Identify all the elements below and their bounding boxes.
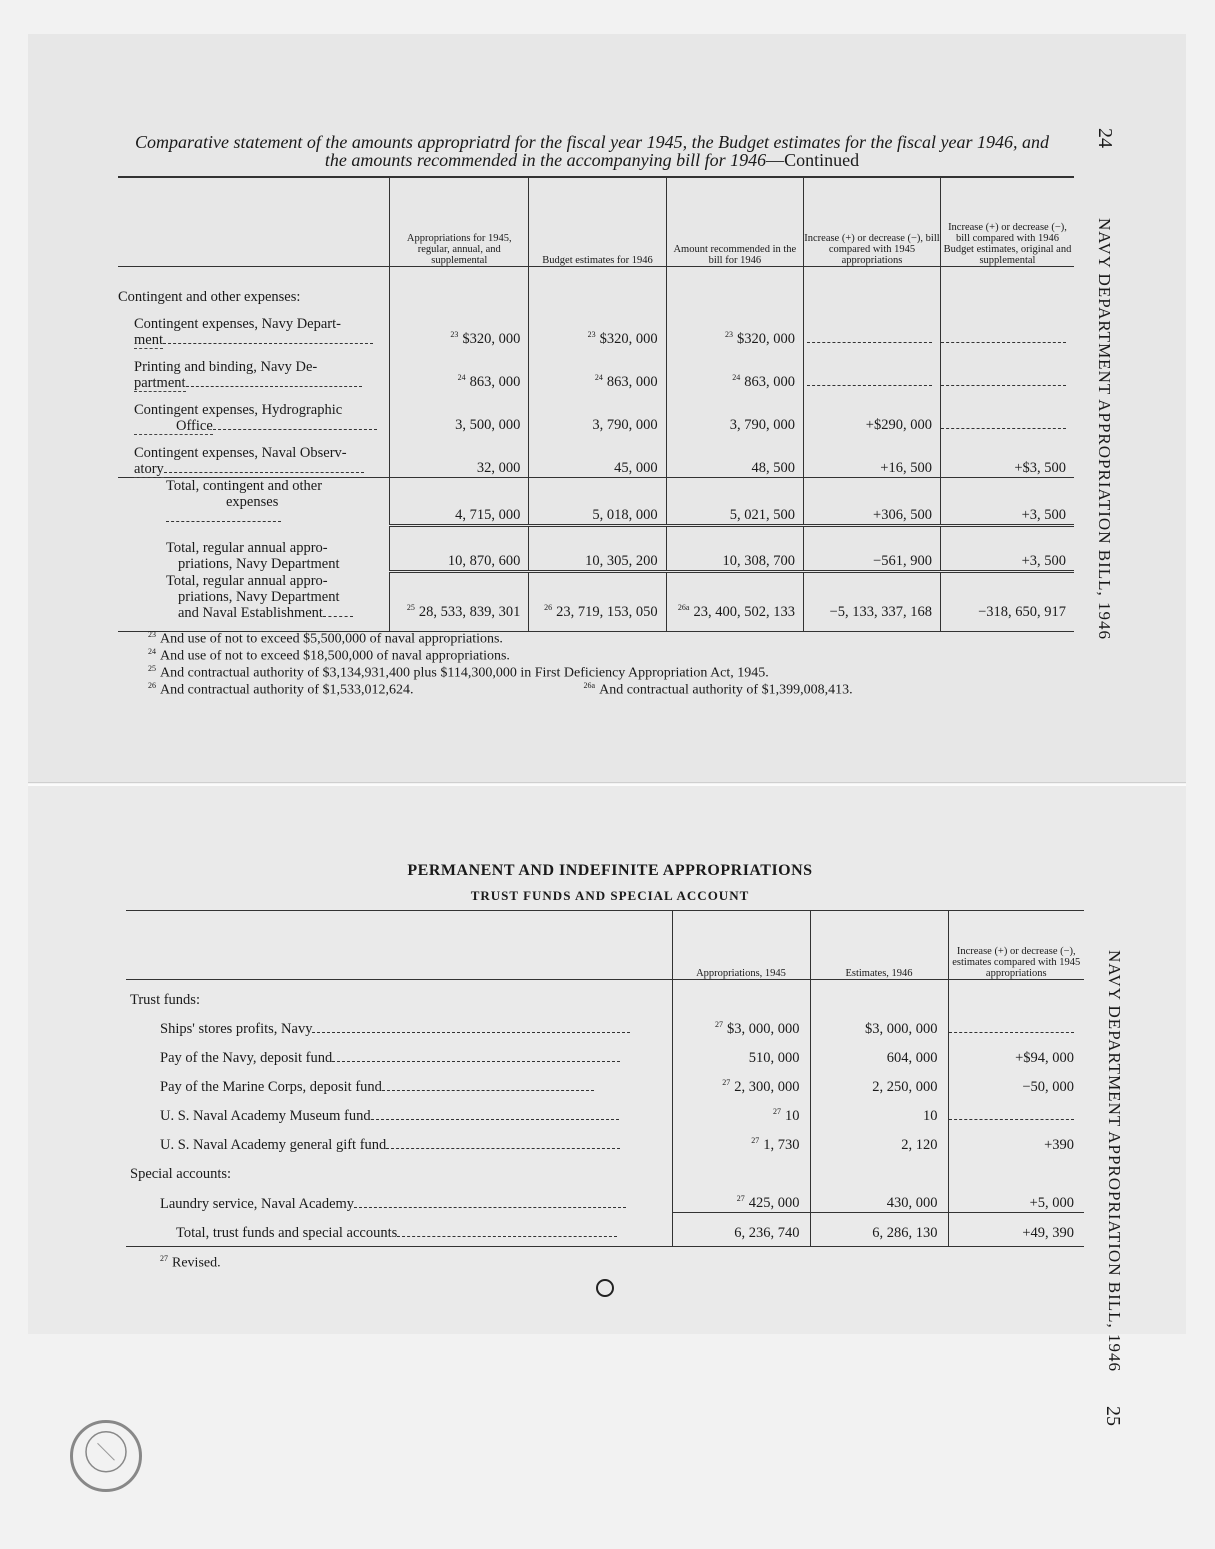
header-change: Increase (+) or decrease (−), estimates compared with 1945 appropriations [948, 911, 1084, 980]
cell: $^{24}$ 863, 000 [529, 348, 666, 391]
cell: 3, 790, 000 [529, 391, 666, 434]
cell: −50, 000 [948, 1067, 1084, 1096]
footnote: $^{23}$ And use of not to exceed $5,500,000 of naval appropriations. [148, 630, 503, 647]
table-row [118, 391, 1074, 434]
cell: $^{24}$ 863, 000 [666, 348, 803, 391]
table-row [126, 1038, 1084, 1067]
cell: +390 [948, 1125, 1084, 1154]
table-title [112, 133, 1072, 169]
row-label: Ships' stores profits, Navy [126, 1009, 672, 1038]
total-all-row [118, 572, 1074, 632]
punch-hole-icon [596, 1279, 614, 1297]
cell: $^{27}$ $3, 000, 000 [672, 1009, 810, 1038]
header-estimates-1946: Estimates, 1946 [810, 911, 948, 980]
section-label: Contingent and other expenses: [118, 288, 301, 305]
cell: −318, 650, 917 [940, 572, 1074, 632]
title-line-2: the amounts recommended in the accompanying bill for 1946—Continued [324, 150, 860, 170]
cell [940, 305, 1074, 348]
library-stamp-icon [55, 1405, 157, 1507]
cell [803, 348, 940, 391]
header-blank [126, 911, 672, 980]
cell: $^{23}$ $320, 000 [390, 305, 529, 348]
row-label: U. S. Naval Academy Museum fund [126, 1096, 672, 1125]
cell: −561, 900 [803, 526, 940, 572]
footnote: $^{24}$ And use of not to exceed $18,500,000 of naval appropriations. [148, 647, 510, 664]
total-contingent-row [118, 477, 1074, 526]
cell: 604, 000 [810, 1038, 948, 1067]
cell: 10, 870, 600 [390, 526, 529, 572]
row-label: Contingent expenses, Hydrographic Office [118, 391, 390, 434]
cell: $^{27}$ 2, 300, 000 [672, 1067, 810, 1096]
header-change-vs-budget: Increase (+) or decrease (−), bill compared with 1946 Budget estimates, original and supplemental [940, 177, 1074, 267]
cell: 4, 715, 000 [390, 477, 529, 526]
header-approp-1945: Appropriations for 1945, regular, annual, and supplemental [390, 177, 529, 267]
header-budget-1946: Budget estimates for 1946 [529, 177, 666, 267]
row-label: Printing and binding, Navy De- partment [118, 348, 390, 391]
cell: +$3, 500 [940, 434, 1074, 478]
cell [948, 1096, 1084, 1125]
row-label: Pay of the Marine Corps, deposit fund [126, 1067, 672, 1096]
cell: $^{27}$ 1, 730 [672, 1125, 810, 1154]
header-recommended-1946: Amount recommended in the bill for 1946 [666, 177, 803, 267]
row-label: Contingent expenses, Naval Observ- atory [118, 434, 390, 478]
cell: +$94, 000 [948, 1038, 1084, 1067]
special-label-row [126, 1154, 1084, 1183]
cell: 510, 000 [672, 1038, 810, 1067]
cell: +49, 390 [948, 1213, 1084, 1247]
header-change-vs-1945: Increase (+) or decrease (−), bill compared with 1945 appropriations [803, 177, 940, 267]
cell: 430, 000 [810, 1183, 948, 1213]
table-header [126, 911, 1084, 980]
cell [940, 348, 1074, 391]
cell: 5, 018, 000 [529, 477, 666, 526]
cell: $^{24}$ 863, 000 [390, 348, 529, 391]
special-accounts-label: Special accounts: [130, 1166, 232, 1182]
cell: $^{23}$ $320, 000 [666, 305, 803, 348]
cell: 45, 000 [529, 434, 666, 478]
cell: $^{25}$ 28, 533, 839, 301 [390, 572, 529, 632]
footnote: $^{26}$ And contractual authority of $1,533,012,624. $^{26a}$ And contractual authority of $1,399,008,413. [148, 681, 853, 699]
row-label: Pay of the Navy, deposit fund [126, 1038, 672, 1067]
trust-label-row [126, 980, 1084, 1010]
page-number-24: 24 [1094, 128, 1116, 148]
row-label: Total, contingent and other expenses [118, 477, 390, 526]
cell: +3, 500 [940, 477, 1074, 526]
cell: $^{27}$ 425, 000 [672, 1183, 810, 1213]
total-navy-dept-row [118, 526, 1074, 572]
section-heading: PERMANENT AND INDEFINITE APPROPRIATIONS [407, 862, 813, 879]
row-label: Laundry service, Naval Academy [126, 1183, 672, 1213]
cell [940, 391, 1074, 434]
cell: +16, 500 [803, 434, 940, 478]
footnotes-top [148, 629, 853, 698]
page-number-25: 25 [1102, 1406, 1124, 1426]
cell: 3, 500, 000 [390, 391, 529, 434]
cell: 10, 308, 700 [666, 526, 803, 572]
footnote: $^{25}$ And contractual authority of $3,134,931,400 plus $114,300,000 in First Deficiency Appropriation Act, 1945. [148, 664, 769, 681]
cell: 10 [810, 1096, 948, 1125]
cell: 6, 236, 740 [672, 1213, 810, 1247]
cell: 48, 500 [666, 434, 803, 478]
cell: 5, 021, 500 [666, 477, 803, 526]
table-row [126, 1067, 1084, 1096]
cell: +306, 500 [803, 477, 940, 526]
table-header [118, 177, 1074, 267]
cell: 32, 000 [390, 434, 529, 478]
row-label: Total, regular annual appro- priations, Navy Department and Naval Establishment [118, 572, 390, 632]
cell: +3, 500 [940, 526, 1074, 572]
cell: $^{23}$ $320, 000 [529, 305, 666, 348]
row-label: U. S. Naval Academy general gift fund [126, 1125, 672, 1154]
cell: $^{27}$ 10 [672, 1096, 810, 1125]
cell: $^{26}$ 23, 719, 153, 050 [529, 572, 666, 632]
cell: 3, 790, 000 [666, 391, 803, 434]
table-row [118, 434, 1074, 478]
cell: $3, 000, 000 [810, 1009, 948, 1038]
header-blank [118, 177, 390, 267]
row-label: Total, regular annual appro- priations, Navy Department [166, 539, 340, 572]
header-approp-1945: Appropriations, 1945 [672, 911, 810, 980]
running-head-top: NAVY DEPARTMENT APPROPRIATION BILL, 1946 [1095, 218, 1114, 641]
cell: +5, 000 [948, 1183, 1084, 1213]
table-row [118, 305, 1074, 348]
cell [948, 1009, 1084, 1038]
row-label: Total, trust funds and special accounts [126, 1213, 672, 1247]
cell: $^{26a}$ 23, 400, 502, 133 [666, 572, 803, 632]
cell [803, 305, 940, 348]
cell: +$290, 000 [803, 391, 940, 434]
comparative-table [118, 176, 1074, 632]
cell: 10, 305, 200 [529, 526, 666, 572]
footnote-revised: $^{27}$ Revised. [160, 1254, 221, 1271]
cell: 2, 250, 000 [810, 1067, 948, 1096]
trust-funds-label: Trust funds: [130, 992, 200, 1008]
total-row [126, 1213, 1084, 1247]
table-row [126, 1183, 1084, 1213]
row-label: Contingent expenses, Navy Depart- ment [118, 305, 390, 348]
table-row [126, 1009, 1084, 1038]
table-row [126, 1096, 1084, 1125]
trust-funds-table [126, 910, 1084, 1247]
cell: 2, 120 [810, 1125, 948, 1154]
section-row [118, 267, 1074, 305]
running-head-bottom: NAVY DEPARTMENT APPROPRIATION BILL, 1946 [1105, 950, 1124, 1373]
table-row [126, 1125, 1084, 1154]
title-line-1: Comparative statement of the amounts appropriatrd for the fiscal year 1945, the Budget estimates for the fiscal year 1946, and [134, 132, 1050, 152]
cell: 6, 286, 130 [810, 1213, 948, 1247]
section-subheading: TRUST FUNDS AND SPECIAL ACCOUNT [470, 888, 750, 903]
table-row [118, 348, 1074, 391]
cell: −5, 133, 337, 168 [803, 572, 940, 632]
